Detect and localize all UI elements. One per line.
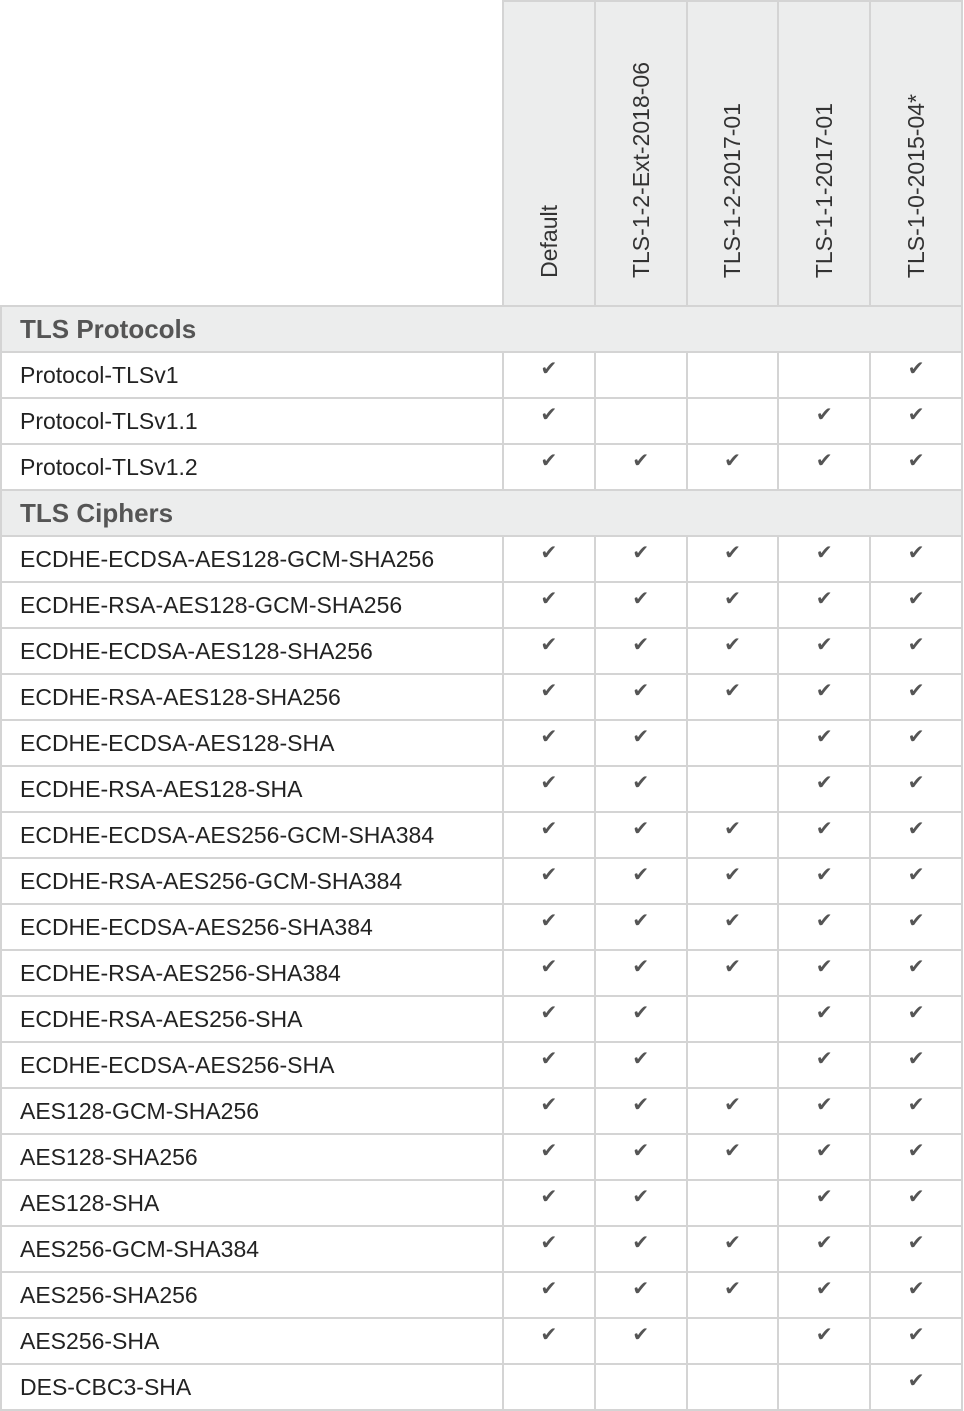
section-header-row [1, 306, 962, 352]
support-cell [503, 950, 595, 996]
checkmark-icon: ✔ [907, 864, 925, 886]
support-cell [687, 904, 779, 950]
support-cell [778, 352, 870, 398]
support-cell [687, 1318, 779, 1364]
checkmark-icon: ✔ [724, 450, 741, 472]
support-cell [870, 1272, 962, 1318]
checkmark-icon: ✔ [907, 1186, 925, 1208]
support-cell [687, 812, 779, 858]
policy-header-row [1, 1, 962, 306]
support-cell [778, 950, 870, 996]
table-row [1, 950, 962, 996]
checkmark-icon: ✔ [724, 864, 741, 886]
support-cell [687, 674, 779, 720]
checkmark-icon: ✔ [815, 818, 833, 840]
checkmark-icon: ✔ [632, 1002, 650, 1024]
checkmark-icon: ✔ [724, 910, 741, 932]
checkmark-icon: ✔ [907, 450, 925, 472]
table-row [1, 352, 962, 398]
checkmark-icon: ✔ [632, 1094, 650, 1116]
checkmark-icon: ✔ [907, 404, 925, 426]
checkmark-icon: ✔ [724, 680, 741, 702]
section-title: TLS Protocols [1, 306, 962, 352]
support-cell [687, 582, 779, 628]
support-cell [503, 1088, 595, 1134]
checkmark-icon: ✔ [907, 1048, 925, 1070]
row-label: ECDHE-RSA-AES128-GCM-SHA256 [1, 582, 503, 628]
policy-label: TLS-1-2-2017-01 [719, 102, 746, 278]
table-row [1, 628, 962, 674]
support-cell [503, 996, 595, 1042]
support-cell [687, 444, 779, 490]
support-cell [687, 766, 779, 812]
checkmark-icon: ✔ [815, 1232, 833, 1254]
support-cell [870, 674, 962, 720]
support-cell [870, 628, 962, 674]
support-cell [778, 996, 870, 1042]
support-cell [870, 1180, 962, 1226]
checkmark-icon: ✔ [815, 1278, 833, 1300]
checkmark-icon: ✔ [632, 956, 650, 978]
support-cell [870, 582, 962, 628]
checkmark-icon: ✔ [815, 450, 833, 472]
support-cell [870, 1134, 962, 1180]
checkmark-icon: ✔ [815, 1002, 833, 1024]
support-cell [870, 444, 962, 490]
support-cell [778, 1364, 870, 1410]
support-cell [503, 582, 595, 628]
support-cell [503, 766, 595, 812]
support-cell [870, 996, 962, 1042]
checkmark-icon: ✔ [815, 726, 833, 748]
support-cell [687, 1042, 779, 1088]
checkmark-icon: ✔ [540, 1232, 558, 1254]
checkmark-icon: ✔ [724, 956, 741, 978]
checkmark-icon: ✔ [815, 910, 833, 932]
checkmark-icon: ✔ [540, 1186, 558, 1208]
checkmark-icon: ✔ [724, 634, 741, 656]
checkmark-icon: ✔ [907, 956, 925, 978]
support-cell [595, 950, 687, 996]
row-label: ECDHE-RSA-AES128-SHA256 [1, 674, 503, 720]
checkmark-icon: ✔ [540, 1278, 558, 1300]
table-row [1, 1364, 962, 1410]
support-cell [687, 950, 779, 996]
row-label: ECDHE-ECDSA-AES128-SHA256 [1, 628, 503, 674]
checkmark-icon: ✔ [540, 358, 558, 380]
policy-table-body [1, 306, 962, 1410]
row-label: AES128-GCM-SHA256 [1, 1088, 503, 1134]
support-cell [870, 536, 962, 582]
checkmark-icon: ✔ [815, 1140, 833, 1162]
support-cell [687, 1088, 779, 1134]
support-cell [503, 444, 595, 490]
checkmark-icon: ✔ [632, 726, 650, 748]
checkmark-icon: ✔ [907, 542, 925, 564]
checkmark-icon: ✔ [632, 1278, 650, 1300]
support-cell [503, 812, 595, 858]
checkmark-icon: ✔ [632, 818, 650, 840]
row-label: AES128-SHA [1, 1180, 503, 1226]
row-label: AES128-SHA256 [1, 1134, 503, 1180]
support-cell [595, 1226, 687, 1272]
support-cell [778, 766, 870, 812]
checkmark-icon: ✔ [907, 1232, 925, 1254]
checkmark-icon: ✔ [815, 634, 833, 656]
row-label: ECDHE-RSA-AES256-SHA384 [1, 950, 503, 996]
table-row [1, 398, 962, 444]
checkmark-icon: ✔ [540, 450, 558, 472]
support-cell [503, 1226, 595, 1272]
policy-header-tls-1-1-2017-01 [778, 1, 870, 306]
support-cell [503, 398, 595, 444]
checkmark-icon: ✔ [540, 910, 558, 932]
checkmark-icon: ✔ [632, 864, 650, 886]
checkmark-icon: ✔ [540, 1140, 558, 1162]
support-cell [778, 904, 870, 950]
support-cell [595, 1364, 687, 1410]
checkmark-icon: ✔ [724, 1232, 741, 1254]
support-cell [870, 398, 962, 444]
checkmark-icon: ✔ [907, 634, 925, 656]
support-cell [778, 812, 870, 858]
checkmark-icon: ✔ [632, 1048, 650, 1070]
support-cell [595, 1318, 687, 1364]
support-cell [595, 398, 687, 444]
support-cell [778, 1088, 870, 1134]
checkmark-icon: ✔ [815, 1094, 833, 1116]
checkmark-icon: ✔ [907, 1370, 925, 1392]
table-row [1, 1088, 962, 1134]
support-cell [503, 674, 595, 720]
support-cell [595, 1134, 687, 1180]
checkmark-icon: ✔ [540, 818, 558, 840]
table-row [1, 1134, 962, 1180]
support-cell [778, 444, 870, 490]
support-cell [503, 1180, 595, 1226]
row-label: ECDHE-ECDSA-AES256-SHA384 [1, 904, 503, 950]
checkmark-icon: ✔ [632, 1232, 650, 1254]
table-row [1, 904, 962, 950]
support-cell [503, 628, 595, 674]
checkmark-icon: ✔ [815, 864, 833, 886]
support-cell [870, 1042, 962, 1088]
checkmark-icon: ✔ [815, 542, 833, 564]
support-cell [870, 1364, 962, 1410]
checkmark-icon: ✔ [724, 1278, 741, 1300]
row-label: ECDHE-RSA-AES256-GCM-SHA384 [1, 858, 503, 904]
support-cell [687, 628, 779, 674]
support-cell [595, 1042, 687, 1088]
checkmark-icon: ✔ [907, 1140, 925, 1162]
checkmark-icon: ✔ [540, 1094, 558, 1116]
support-cell [687, 352, 779, 398]
checkmark-icon: ✔ [907, 1002, 925, 1024]
table-row [1, 996, 962, 1042]
row-label: ECDHE-RSA-AES128-SHA [1, 766, 503, 812]
support-cell [778, 720, 870, 766]
policy-label: TLS-1-1-2017-01 [811, 102, 838, 278]
checkmark-icon: ✔ [907, 1278, 925, 1300]
checkmark-icon: ✔ [540, 772, 558, 794]
policy-header-tls-1-2-ext-2018-06 [595, 1, 687, 306]
checkmark-icon: ✔ [907, 818, 925, 840]
checkmark-icon: ✔ [907, 358, 925, 380]
checkmark-icon: ✔ [540, 726, 558, 748]
table-row [1, 766, 962, 812]
support-cell [503, 1364, 595, 1410]
support-cell [778, 628, 870, 674]
support-cell [687, 1364, 779, 1410]
row-label: Protocol-TLSv1 [1, 352, 503, 398]
checkmark-icon: ✔ [724, 542, 741, 564]
checkmark-icon: ✔ [815, 1048, 833, 1070]
checkmark-icon: ✔ [907, 1094, 925, 1116]
support-cell [870, 766, 962, 812]
policy-header-default [503, 1, 595, 306]
checkmark-icon: ✔ [815, 1324, 833, 1346]
support-cell [687, 1134, 779, 1180]
support-cell [687, 1272, 779, 1318]
row-label: ECDHE-ECDSA-AES256-SHA [1, 1042, 503, 1088]
support-cell [595, 858, 687, 904]
checkmark-icon: ✔ [632, 1140, 650, 1162]
support-cell [870, 858, 962, 904]
table-row [1, 1180, 962, 1226]
row-label: AES256-SHA [1, 1318, 503, 1364]
checkmark-icon: ✔ [540, 956, 558, 978]
support-cell [595, 444, 687, 490]
policy-label: TLS-1-2-Ext-2018-06 [627, 61, 654, 278]
support-cell [595, 1088, 687, 1134]
support-cell [687, 398, 779, 444]
support-cell [870, 1226, 962, 1272]
checkmark-icon: ✔ [907, 588, 925, 610]
checkmark-icon: ✔ [632, 542, 650, 564]
table-row [1, 1272, 962, 1318]
checkmark-icon: ✔ [632, 634, 650, 656]
support-cell [595, 582, 687, 628]
support-cell [503, 720, 595, 766]
policy-label: Default [535, 205, 562, 278]
support-cell [503, 904, 595, 950]
table-row [1, 1226, 962, 1272]
support-cell [687, 720, 779, 766]
table-row [1, 1318, 962, 1364]
table-row [1, 536, 962, 582]
support-cell [503, 352, 595, 398]
table-row [1, 444, 962, 490]
support-cell [687, 996, 779, 1042]
support-cell [687, 536, 779, 582]
policy-header-tls-1-2-2017-01 [687, 1, 779, 306]
row-label: Protocol-TLSv1.2 [1, 444, 503, 490]
checkmark-icon: ✔ [632, 680, 650, 702]
checkmark-icon: ✔ [907, 680, 925, 702]
table-row [1, 582, 962, 628]
table-row [1, 812, 962, 858]
checkmark-icon: ✔ [632, 772, 650, 794]
checkmark-icon: ✔ [540, 1002, 558, 1024]
support-cell [778, 1318, 870, 1364]
support-cell [595, 352, 687, 398]
row-label: AES256-SHA256 [1, 1272, 503, 1318]
row-label: ECDHE-RSA-AES256-SHA [1, 996, 503, 1042]
checkmark-icon: ✔ [540, 588, 558, 610]
checkmark-icon: ✔ [907, 1324, 925, 1346]
checkmark-icon: ✔ [724, 818, 741, 840]
support-cell [778, 858, 870, 904]
checkmark-icon: ✔ [815, 1186, 833, 1208]
support-cell [595, 1272, 687, 1318]
checkmark-icon: ✔ [540, 634, 558, 656]
checkmark-icon: ✔ [907, 726, 925, 748]
support-cell [503, 858, 595, 904]
support-cell [870, 950, 962, 996]
support-cell [595, 1180, 687, 1226]
checkmark-icon: ✔ [632, 450, 650, 472]
row-label: DES-CBC3-SHA [1, 1364, 503, 1410]
row-label: ECDHE-ECDSA-AES256-GCM-SHA384 [1, 812, 503, 858]
checkmark-icon: ✔ [540, 864, 558, 886]
support-cell [870, 812, 962, 858]
support-cell [870, 720, 962, 766]
row-label: AES256-GCM-SHA384 [1, 1226, 503, 1272]
support-cell [778, 1180, 870, 1226]
checkmark-icon: ✔ [815, 956, 833, 978]
checkmark-icon: ✔ [724, 1094, 741, 1116]
checkmark-icon: ✔ [540, 542, 558, 564]
row-label: Protocol-TLSv1.1 [1, 398, 503, 444]
checkmark-icon: ✔ [632, 1324, 650, 1346]
checkmark-icon: ✔ [632, 910, 650, 932]
checkmark-icon: ✔ [540, 1324, 558, 1346]
table-row [1, 720, 962, 766]
support-cell [595, 536, 687, 582]
checkmark-icon: ✔ [815, 772, 833, 794]
policy-label: TLS-1-0-2015-04* [903, 93, 930, 278]
support-cell [503, 536, 595, 582]
checkmark-icon: ✔ [540, 404, 558, 426]
checkmark-icon: ✔ [632, 1186, 650, 1208]
row-label: ECDHE-ECDSA-AES128-SHA [1, 720, 503, 766]
support-cell [595, 628, 687, 674]
support-cell [595, 766, 687, 812]
support-cell [595, 674, 687, 720]
support-cell [870, 1318, 962, 1364]
support-cell [778, 536, 870, 582]
support-cell [503, 1134, 595, 1180]
support-cell [778, 1272, 870, 1318]
section-title: TLS Ciphers [1, 490, 962, 536]
support-cell [870, 352, 962, 398]
support-cell [687, 1180, 779, 1226]
support-cell [503, 1272, 595, 1318]
support-cell [595, 996, 687, 1042]
support-cell [687, 1226, 779, 1272]
support-cell [778, 1226, 870, 1272]
support-cell [503, 1042, 595, 1088]
support-cell [778, 674, 870, 720]
support-cell [778, 398, 870, 444]
checkmark-icon: ✔ [907, 910, 925, 932]
support-cell [870, 1088, 962, 1134]
checkmark-icon: ✔ [815, 404, 833, 426]
checkmark-icon: ✔ [540, 1048, 558, 1070]
checkmark-icon: ✔ [815, 680, 833, 702]
support-cell [595, 904, 687, 950]
header-corner [1, 1, 503, 306]
checkmark-icon: ✔ [724, 1140, 741, 1162]
table-row [1, 1042, 962, 1088]
row-label: ECDHE-ECDSA-AES128-GCM-SHA256 [1, 536, 503, 582]
support-cell [778, 582, 870, 628]
checkmark-icon: ✔ [815, 588, 833, 610]
table-row [1, 674, 962, 720]
support-cell [503, 1318, 595, 1364]
support-cell [778, 1134, 870, 1180]
table-row [1, 858, 962, 904]
checkmark-icon: ✔ [907, 772, 925, 794]
checkmark-icon: ✔ [540, 680, 558, 702]
checkmark-icon: ✔ [632, 588, 650, 610]
support-cell [595, 812, 687, 858]
checkmark-icon: ✔ [724, 588, 741, 610]
support-cell [778, 1042, 870, 1088]
policy-header-tls-1-0-2015-04 [870, 1, 962, 306]
section-header-row [1, 490, 962, 536]
support-cell [687, 858, 779, 904]
support-cell [870, 904, 962, 950]
support-cell [595, 720, 687, 766]
